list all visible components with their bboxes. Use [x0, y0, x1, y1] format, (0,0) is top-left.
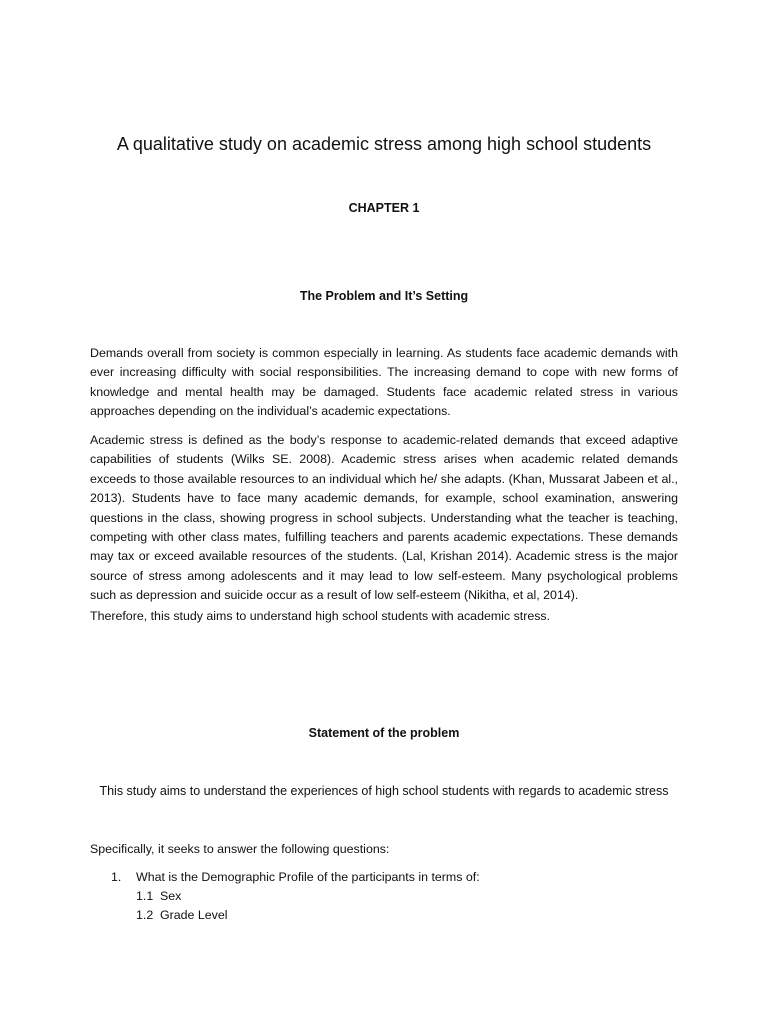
question-text: What is the Demographic Profile of the participants in terms of: [136, 870, 480, 884]
paragraph-conclusion: Therefore, this study aims to understand high school students with academic stress. [90, 609, 551, 623]
questions-intro: Specifically, it seeks to answer the following questions: [90, 842, 390, 856]
statement-heading: Statement of the problem [308, 726, 460, 740]
paragraph-intro: Demands overall from society is common especially in learning. As students face academic demands with ever increasing difficulty with social responsibilities. The increasing demand to cope with new forms of knowledge and mental health may be damaged. Students face academic related stress in various approaches depending on the individual’s academic expectations. [90, 346, 678, 419]
document-title: A qualitative study on academic stress among high school students [116, 134, 652, 154]
statement-text: This study aims to understand the experiences of high school students with regards to academic stress [99, 784, 669, 798]
subitem-text: Grade Level [160, 908, 228, 922]
chapter-label: CHAPTER 1 [348, 201, 420, 215]
paragraph-academic-stress: Academic stress is defined as the body’s response to academic-related demands that exceed adaptive capabilities of students (Wilks SE. 2008). Academic stress arises when academic related demands exceeds to those available resources to an individual which he/ she adapts. (Khan, Mussarat Jabeen et al., 2013). Students have to face many academic demands, for example, school examination, answering questions in the class, showing progress in school subjects. Understanding what the teacher is teaching, competing with other class mates, fulfilling teachers and parents academic expectations. These demands may tax or exceed available resources of the students. (Lal, Krishan 2014). Academic stress is the major source of stress among adolescents and it may lead to low self-esteem. Many psychological problems such as depression and suicide occur as a result of low self-esteem (Nikitha, et al, 2014). [90, 433, 678, 603]
subitem-number: 1.1 [136, 889, 154, 903]
section-heading: The Problem and It’s Setting [299, 289, 469, 303]
subitem-number: 1.2 [136, 908, 154, 922]
question-number: 1. [111, 870, 122, 884]
subitem-text: Sex [160, 889, 182, 903]
